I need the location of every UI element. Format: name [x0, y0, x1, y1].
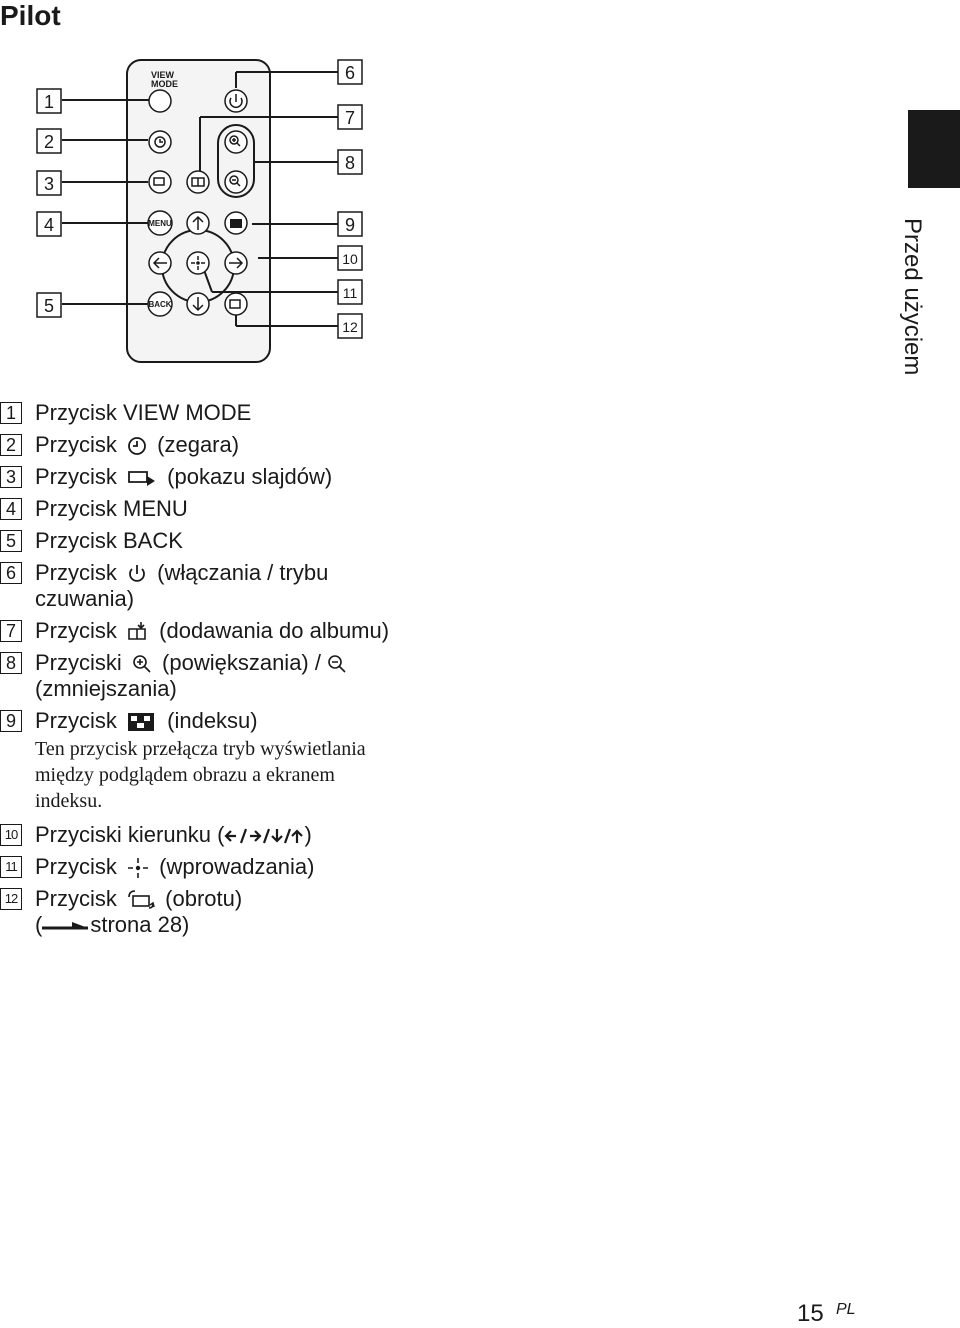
item-number: 9 — [0, 710, 22, 732]
list-item — [0, 618, 400, 644]
clock-icon — [127, 436, 147, 456]
list-item — [0, 854, 400, 880]
item-text: Przycisk VIEW MODE — [35, 400, 252, 425]
slideshow-icon — [127, 468, 157, 488]
power-icon — [127, 563, 147, 585]
item-number: 6 — [0, 562, 22, 584]
callout-12: 12 — [342, 319, 358, 335]
callout-7: 7 — [344, 108, 356, 128]
zoom-in-icon — [132, 654, 152, 674]
back-label: BACK — [148, 300, 172, 309]
callout-2: 2 — [43, 132, 55, 152]
page-number: 15 — [797, 1300, 824, 1327]
item-number: 2 — [0, 434, 22, 456]
button-legend-list — [0, 400, 400, 944]
list-item — [0, 528, 400, 554]
item-text: (powiększania) / — [162, 650, 321, 675]
item-number: 12 — [0, 888, 22, 910]
item-number: 11 — [0, 856, 22, 878]
item-text: Przycisk BACK — [35, 528, 183, 553]
item-text: (włączania / trybu czuwania) — [35, 560, 329, 611]
list-item — [0, 432, 400, 458]
item-text: Przyciski — [35, 650, 122, 675]
page-title: Pilot — [0, 0, 61, 31]
item-text: (obrotu) — [165, 886, 243, 911]
callout-10: 10 — [342, 251, 358, 267]
item-text: Przycisk — [35, 854, 117, 879]
item-text: Przycisk — [35, 708, 117, 733]
zoom-out-button — [225, 171, 247, 193]
enter-icon — [127, 857, 149, 879]
item-text: Przyciski kierunku ( — [35, 822, 225, 847]
direction-arrows-icon — [224, 826, 304, 846]
menu-label: MENU — [148, 219, 172, 228]
view-label-line2: MODE — [151, 79, 178, 89]
item-number: 1 — [0, 402, 22, 424]
item-text: Przycisk — [35, 560, 117, 585]
callout-3: 3 — [43, 174, 55, 194]
add-to-album-icon — [127, 621, 149, 643]
item-text: (indeksu) — [167, 708, 258, 733]
list-item — [0, 560, 400, 612]
item-text: ( — [35, 912, 43, 937]
item-text: (wprowadzania) — [159, 854, 315, 879]
item-text: Przycisk — [35, 618, 117, 643]
zoom-in-button — [225, 131, 247, 153]
view-mode-button — [149, 90, 171, 112]
page-reference: strona 28) — [90, 912, 190, 937]
index-description: Ten przycisk przełącza tryb wyświetlania między podglądem obrazu a ekranem indeksu. — [35, 738, 366, 812]
callout-9: 9 — [344, 215, 356, 235]
list-item — [0, 464, 400, 490]
item-number: 8 — [0, 652, 22, 674]
list-item — [0, 822, 400, 848]
zoom-out-icon — [327, 654, 347, 674]
item-text: Przycisk — [35, 464, 117, 489]
slideshow-button — [149, 171, 171, 193]
callout-8: 8 — [344, 153, 356, 173]
callout-11: 11 — [342, 285, 358, 301]
item-number: 5 — [0, 530, 22, 552]
page-reference-arrow-icon — [42, 919, 88, 933]
language-code: PL — [836, 1301, 856, 1318]
item-text: ) — [304, 822, 312, 847]
rotate-icon — [127, 889, 155, 911]
list-item — [0, 650, 400, 702]
remote-body — [127, 60, 270, 362]
list-item — [0, 496, 400, 522]
callout-5: 5 — [43, 296, 55, 316]
section-tab-marker — [908, 110, 960, 188]
item-text: Przycisk — [35, 432, 117, 457]
remote-control-diagram — [0, 50, 400, 370]
item-text: (pokazu slajdów) — [167, 464, 333, 489]
item-text: (zegara) — [157, 432, 240, 457]
item-text: Przycisk MENU — [35, 496, 188, 521]
item-number: 3 — [0, 466, 22, 488]
index-icon — [127, 711, 157, 733]
callout-6: 6 — [344, 63, 356, 83]
item-number: 4 — [0, 498, 22, 520]
item-text: (zmniejszania) — [35, 676, 177, 701]
view-label-line1: VIEW — [151, 70, 175, 80]
item-text: Przycisk — [35, 886, 117, 911]
list-item — [0, 886, 400, 938]
callout-4: 4 — [43, 215, 55, 235]
list-item — [0, 400, 400, 426]
list-item — [0, 708, 400, 734]
item-text: (dodawania do albumu) — [159, 618, 390, 643]
callout-1: 1 — [43, 92, 55, 112]
rotate-button — [225, 293, 247, 315]
item-number: 7 — [0, 620, 22, 642]
section-side-label: Przed użyciem — [899, 218, 926, 376]
item-number: 10 — [0, 824, 22, 846]
